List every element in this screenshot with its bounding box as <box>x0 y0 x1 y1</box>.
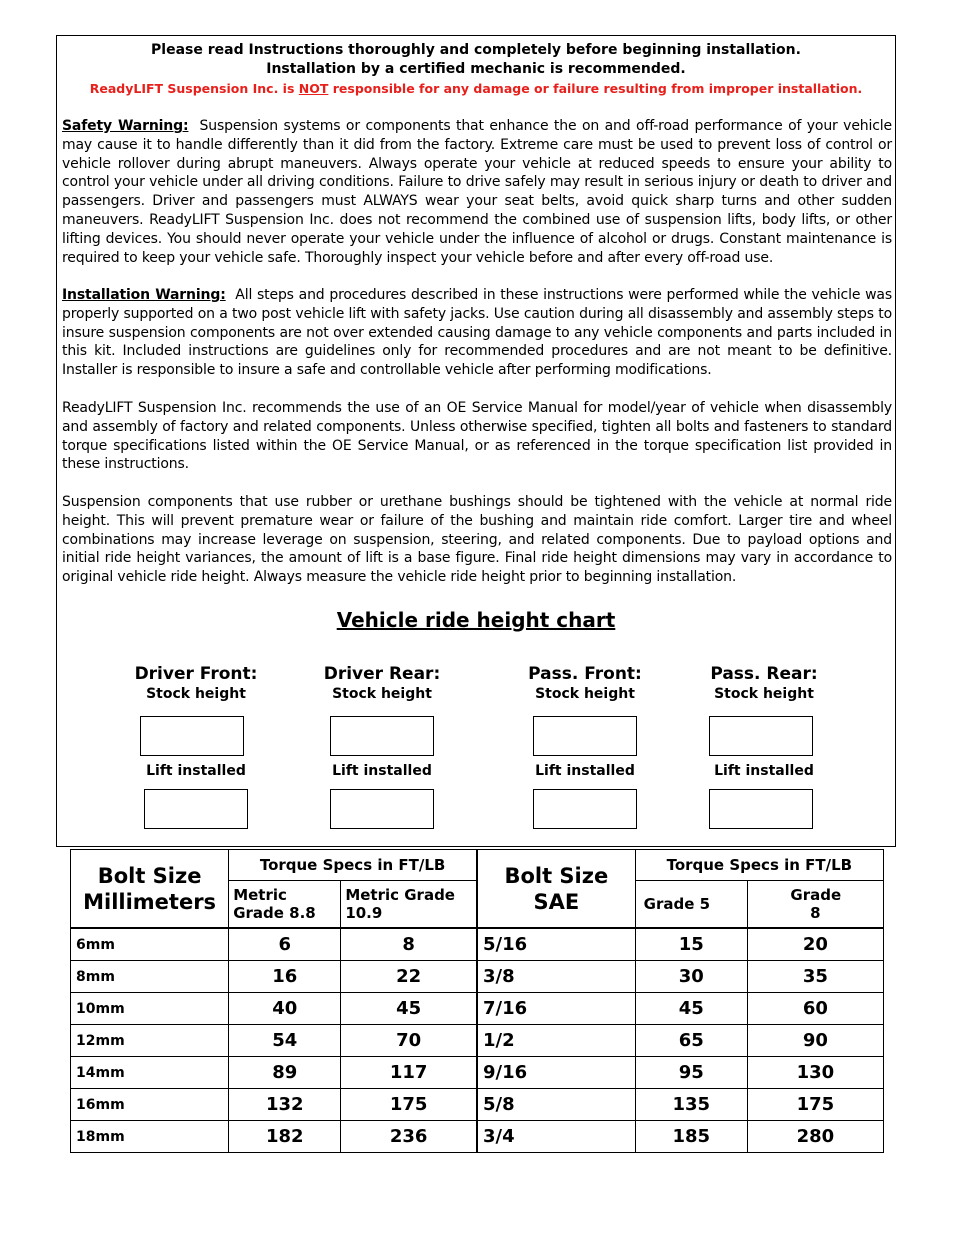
grade-8-value: 175 <box>747 1089 883 1121</box>
driver-front-column <box>121 664 271 702</box>
grade-8-header <box>747 881 883 929</box>
pass-rear-lift-box[interactable] <box>709 789 813 829</box>
bolt-size-mm: 6mm <box>71 928 229 961</box>
liability-warning <box>56 79 896 98</box>
grade-5-value: 15 <box>635 928 747 961</box>
driver-front-stock-label: Stock height <box>146 686 246 702</box>
metric-109-value: 236 <box>341 1121 477 1153</box>
sae-header: Bolt Size SAE <box>477 850 635 929</box>
driver-front-label: Driver Front: <box>134 664 258 684</box>
metric-109-value: 70 <box>341 1025 477 1057</box>
driver-rear-lift-box[interactable] <box>330 789 434 829</box>
bolt-size-mm: 12mm <box>71 1025 229 1057</box>
grade-5-value: 45 <box>635 993 747 1025</box>
safety-warning-label: Safety Warning: <box>62 118 189 134</box>
pass-front-lift-label: Lift installed <box>535 763 635 779</box>
metric-grade-88-header: Metric Grade 8.8 <box>229 881 341 929</box>
metric-88-value: 89 <box>229 1057 341 1089</box>
metric-109-value: 22 <box>341 961 477 993</box>
metric-109-value: 8 <box>341 928 477 961</box>
metric-88-value: 132 <box>229 1089 341 1121</box>
metric-88-value: 54 <box>229 1025 341 1057</box>
grade-8-value: 35 <box>747 961 883 993</box>
bolt-size-sae: 7/16 <box>477 993 635 1025</box>
driver-rear-lift-label: Lift installed <box>332 763 432 779</box>
table-row <box>71 1121 884 1153</box>
driver-rear-stock-box[interactable] <box>330 716 434 756</box>
mm-header: Bolt Size Millimeters <box>71 850 229 929</box>
metric-grade-109-header: Metric Grade 10.9 <box>341 881 477 929</box>
pass-rear-lift-label: Lift installed <box>714 763 814 779</box>
pass-rear-stock-box[interactable] <box>709 716 813 756</box>
bolt-size-mm: 8mm <box>71 961 229 993</box>
grade-5-value: 65 <box>635 1025 747 1057</box>
metric-88-value: 6 <box>229 928 341 961</box>
grade-8-value: 90 <box>747 1025 883 1057</box>
ride-chart-title: Vehicle ride height chart <box>336 608 616 632</box>
table-row <box>71 993 884 1025</box>
driver-rear-column <box>307 664 457 702</box>
pass-front-stock-box[interactable] <box>533 716 637 756</box>
bushing-paragraph: Suspension components that use rubber or urethane bushings should be tightened with the vehicle at normal ride height. This will prevent premature wear or failure of the bushing and maintain ride comfort. Larger tire and wheel combinations may increase leverage on suspension, steering, and related components. Due to payload options and initial ride height variances, the amount of lift is a base figure. Final ride height dimensions may vary in accordance to original vehicle ride height. Always measure the vehicle ride height prior to beginning installation. <box>62 494 892 586</box>
pass-front-stock-label: Stock height <box>535 686 635 702</box>
bolt-size-mm: 18mm <box>71 1121 229 1153</box>
bolt-size-sae: 3/4 <box>477 1121 635 1153</box>
pass-rear-stock-label: Stock height <box>714 686 814 702</box>
torque-rows <box>71 928 884 1153</box>
pass-front-column <box>510 664 660 702</box>
service-manual-paragraph: ReadyLIFT Suspension Inc. recommends the use of an OE Service Manual for model/year of vehicle when disassembly and assembly of factory and related components. Unless otherwise specified, tighten all bolts and fasteners to standard torque specifications listed within the OE Service Manual, or as referenced in the torque specification list provided in these instructions. <box>62 400 892 473</box>
driver-rear-label: Driver Rear: <box>323 664 441 684</box>
metric-109-value: 117 <box>341 1057 477 1089</box>
installation-warning-paragraph <box>62 286 892 380</box>
safety-warning-paragraph <box>62 117 892 267</box>
bolt-size-mm: 10mm <box>71 993 229 1025</box>
sae-torque-group-header: Torque Specs in FT/LB <box>635 850 883 881</box>
table-row <box>71 1025 884 1057</box>
grade-5-value: 185 <box>635 1121 747 1153</box>
pass-front-label: Pass. Front: <box>528 664 642 684</box>
bolt-size-sae: 9/16 <box>477 1057 635 1089</box>
safety-warning-text: Suspension systems or components that enhance the on and off-road performance of your vehicle may cause it to handle differently than it did from the factory. Extreme care must be used to prevent loss of control or vehicle rollover during abrupt maneuvers. Always operate your vehicle at reduced speeds to ensure your ability to control your vehicle under all driving conditions. Failure to drive safely may result in serious injury or death to driver and passengers. Driver and passengers must ALWAYS wear your seat belts, avoid quick sharp turns and other sudden maneuvers. ReadyLIFT Suspension Inc. does not recommend the combined use of suspension lifts, body lifts, or other lifting devices. You should never operate your vehicle under the influence of alcohol or drugs. Constant maintenance is required to keep your vehicle safe. Thoroughly inspect your vehicle before and after every off-road use. <box>62 118 892 266</box>
pass-front-lift-box[interactable] <box>533 789 637 829</box>
warning-post: responsible for any damage or failure resulting from improper installation. <box>328 81 863 96</box>
bolt-size-mm: 14mm <box>71 1057 229 1089</box>
grade-8-value: 130 <box>747 1057 883 1089</box>
warning-not: NOT <box>298 81 329 96</box>
table-row <box>71 1089 884 1121</box>
warning-pre: ReadyLIFT Suspension Inc. is <box>89 81 299 96</box>
table-row <box>71 961 884 993</box>
driver-front-stock-box[interactable] <box>140 716 244 756</box>
installation-warning-label: Installation Warning: <box>62 287 226 303</box>
header-line-2: Installation by a certified mechanic is recommended. <box>266 61 686 77</box>
grade-8-value: 60 <box>747 993 883 1025</box>
grade-8-value: 20 <box>747 928 883 961</box>
driver-front-lift-box[interactable] <box>144 789 248 829</box>
metric-torque-group-header: Torque Specs in FT/LB <box>229 850 477 881</box>
metric-109-value: 175 <box>341 1089 477 1121</box>
bolt-size-sae: 5/8 <box>477 1089 635 1121</box>
grade-5-value: 135 <box>635 1089 747 1121</box>
bolt-size-mm: 16mm <box>71 1089 229 1121</box>
metric-88-value: 16 <box>229 961 341 993</box>
grade-5-header: Grade 5 <box>635 881 747 929</box>
bolt-size-sae: 1/2 <box>477 1025 635 1057</box>
metric-109-value: 45 <box>341 993 477 1025</box>
metric-88-value: 40 <box>229 993 341 1025</box>
pass-rear-column <box>689 664 839 702</box>
table-row <box>71 928 884 961</box>
table-row <box>71 1057 884 1089</box>
grade-8-text: Grade 8 <box>790 886 842 922</box>
torque-spec-table <box>70 849 884 1153</box>
driver-rear-stock-label: Stock height <box>332 686 432 702</box>
installation-warning-text: All steps and procedures described in these instructions were performed while the vehicle was properly supported on a two post vehicle lift with safety jacks. Use caution during all disassembly and assembly steps to insure suspension components are not over extended causing damage to any vehicle components and parts included in this kit. Included instructions are guidelines only for recommended procedures and are not meant to be definitive. Installer is responsible to insure a safe and controllable vehicle after performing modifications. <box>62 287 892 379</box>
header-line-1: Please read Instructions thoroughly and completely before beginning installation. <box>151 42 801 58</box>
grade-5-value: 30 <box>635 961 747 993</box>
grade-5-value: 95 <box>635 1057 747 1089</box>
driver-front-lift-label: Lift installed <box>146 763 246 779</box>
grade-8-value: 280 <box>747 1121 883 1153</box>
metric-88-value: 182 <box>229 1121 341 1153</box>
bolt-size-sae: 3/8 <box>477 961 635 993</box>
pass-rear-label: Pass. Rear: <box>710 664 818 684</box>
bolt-size-sae: 5/16 <box>477 928 635 961</box>
